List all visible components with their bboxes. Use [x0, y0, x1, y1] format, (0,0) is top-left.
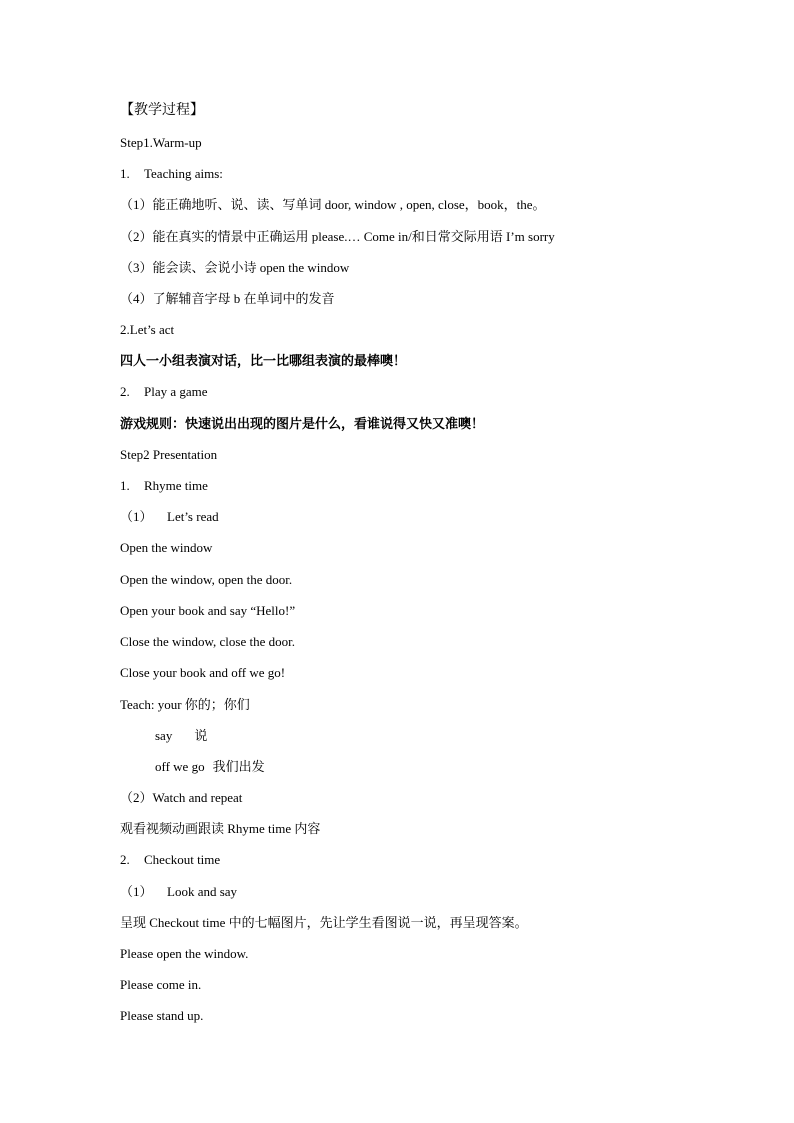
example-sentence: Please open the window. — [120, 946, 249, 961]
vocab-say — [155, 727, 207, 745]
play-game-item — [120, 383, 208, 401]
list-number: （1） — [120, 509, 153, 524]
section-heading: 【教学过程】 — [120, 103, 204, 118]
step1-title: Step1.Warm-up — [120, 135, 202, 150]
poem-line: Open your book and say “Hello!” — [120, 603, 296, 618]
list-text: Rhyme time — [144, 478, 208, 493]
aim-3: （3）能会读、会说小诗 open the window — [120, 260, 350, 275]
list-text: Teaching aims: — [144, 166, 223, 181]
example-sentence: Please stand up. — [120, 1008, 204, 1023]
poem-line: Open the window, open the door. — [120, 572, 293, 587]
aim-1: （1）能正确地听、说、读、写单词 door, window , open, close，book，the。 — [120, 197, 546, 212]
poem-line: Open the window — [120, 540, 213, 555]
vocab-word: off we go — [155, 759, 205, 774]
step2-title: Step2 Presentation — [120, 447, 218, 462]
watch-description: 观看视频动画跟读 Rhyme time 内容 — [120, 821, 321, 836]
aim-2: （2）能在真实的情景中正确运用 please.… Come in/和日常交际用语 I’m sorry — [120, 229, 555, 244]
list-number: 2. — [120, 384, 130, 399]
act-description: 四人一小组表演对话，比一比哪组表演的最棒噢！ — [120, 353, 407, 368]
example-sentence: Please come in. — [120, 977, 202, 992]
list-number: 1. — [120, 478, 130, 493]
vocab-gloss: 我们出发 — [212, 759, 265, 774]
vocab-off-we-go — [155, 758, 265, 776]
list-number: （1） — [120, 884, 153, 899]
vocab-word: say — [155, 728, 173, 743]
game-rule: 游戏规则：快速说出出现的图片是什么，看谁说得又快又准噢！ — [120, 416, 485, 431]
checkout-time-item — [120, 851, 220, 869]
list-text: Let’s read — [167, 509, 219, 524]
rhyme-time-item — [120, 477, 208, 495]
aim-4: （4）了解辅音字母 b 在单词中的发音 — [120, 291, 335, 306]
list-number: 2. — [120, 852, 130, 867]
list-text: Checkout time — [144, 852, 221, 867]
lets-act-title: 2.Let’s act — [120, 322, 175, 337]
poem-line: Close your book and off we go! — [120, 665, 286, 680]
watch-repeat-item: （2）Watch and repeat — [120, 790, 243, 805]
list-number: 1. — [120, 166, 130, 181]
teach-line: Teach: your 你的；你们 — [120, 697, 250, 712]
vocab-gloss: 说 — [194, 728, 208, 743]
teaching-aims-item — [120, 165, 223, 183]
list-text: Look and say — [167, 884, 238, 899]
look-say-item — [120, 883, 237, 901]
poem-line: Close the window, close the door. — [120, 634, 295, 649]
lets-read-item — [120, 508, 219, 526]
list-text: Play a game — [144, 384, 208, 399]
look-description: 呈现 Checkout time 中的七幅图片，先让学生看图说一说，再呈现答案。 — [120, 915, 528, 930]
